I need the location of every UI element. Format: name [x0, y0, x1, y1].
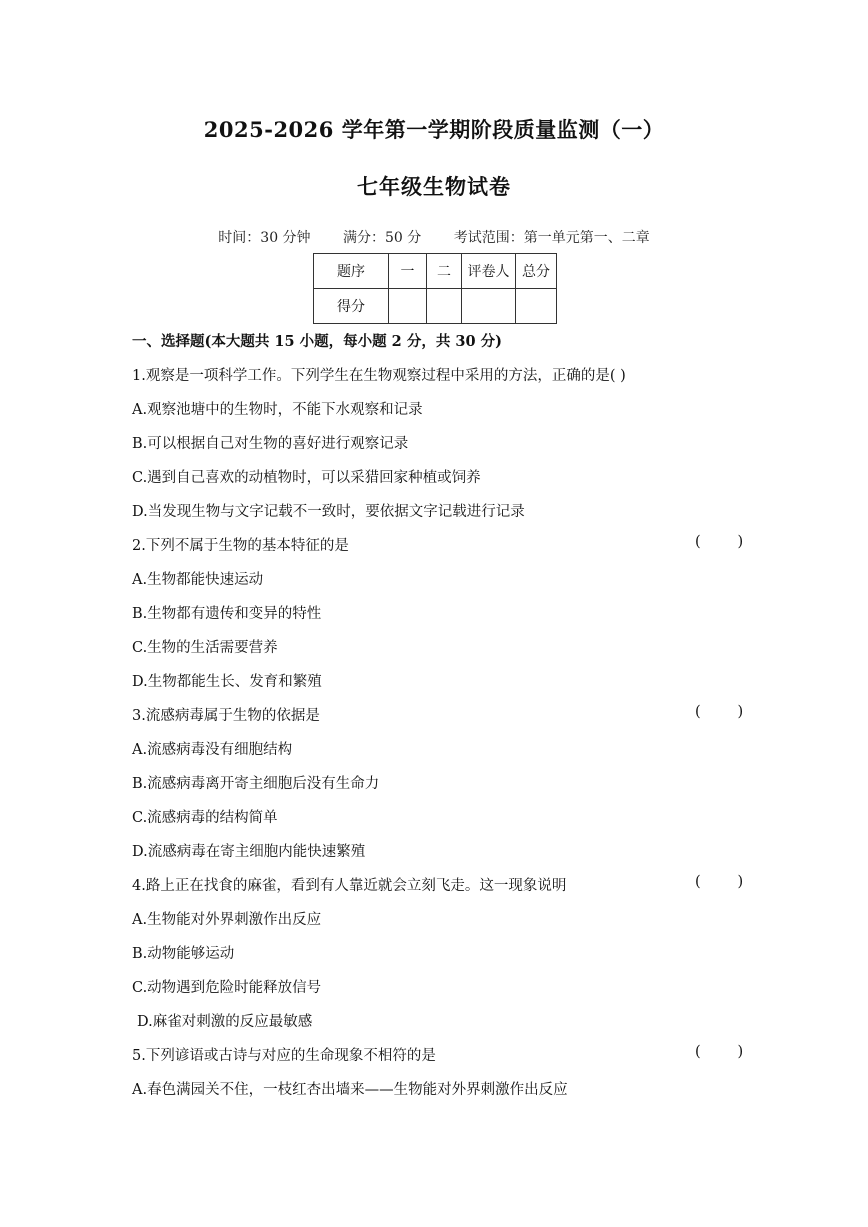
question-option: D.生物都能生长、发育和繁殖 — [132, 674, 322, 690]
exam-info — [0, 227, 868, 247]
question-stem: 4.路上正在找食的麻雀，看到有人靠近就会立刻飞走。这一现象说明 — [132, 878, 567, 894]
question-option: B.生物都有遗传和变异的特性 — [132, 606, 322, 622]
score-table-cell: 一 — [389, 254, 427, 289]
question-stem: 5.下列谚语或古诗与对应的生命现象不相符的是 — [132, 1048, 436, 1064]
question-option: A.生物都能快速运动 — [132, 572, 264, 588]
answer-paren: ( ) — [695, 704, 744, 720]
score-table — [313, 253, 557, 324]
question-option: D.当发现生物与文字记载不一致时，要依据文字记载进行记录 — [132, 504, 525, 520]
question-option: C.流感病毒的结构简单 — [132, 810, 278, 826]
answer-paren: ( ) — [695, 874, 744, 890]
question-option: D.流感病毒在寄主细胞内能快速繁殖 — [132, 844, 366, 860]
score-entry-cell[interactable] — [389, 289, 427, 324]
question-option: A.春色满园关不住，一枝红杏出墙来——生物能对外界刺激作出反应 — [132, 1082, 568, 1098]
question-stem: 1.观察是一项科学工作。下列学生在生物观察过程中采用的方法，正确的是( ) — [132, 368, 626, 384]
question-option: B.流感病毒离开寄主细胞后没有生命力 — [132, 776, 380, 792]
score-entry-cell[interactable] — [462, 289, 516, 324]
question-option: D.麻雀对刺激的反应最敏感 — [137, 1014, 313, 1030]
score-table-cell: 评卷人 — [462, 254, 516, 289]
exam-title: 2025-2026 学年第一学期阶段质量监测（一） — [203, 117, 665, 142]
score-entry-cell[interactable] — [427, 289, 462, 324]
exam-time: 时间：30 分钟 — [218, 230, 311, 246]
score-table-cell: 总分 — [516, 254, 557, 289]
question-option: A.观察池塘中的生物时，不能下水观察和记录 — [132, 402, 423, 418]
section-title: 一、选择题(本大题共 15 小题，每小题 2 分，共 30 分) — [132, 333, 502, 350]
score-table-cell: 得分 — [314, 289, 389, 324]
score-table-cell: 二 — [427, 254, 462, 289]
answer-paren: ( ) — [695, 1044, 744, 1060]
question-option: C.动物遇到危险时能释放信号 — [132, 980, 322, 996]
question-option: B.可以根据自己对生物的喜好进行观察记录 — [132, 436, 409, 452]
question-option: C.遇到自己喜欢的动植物时，可以采猎回家种植或饲养 — [132, 470, 481, 486]
exam-full-score: 满分：50 分 — [343, 230, 422, 246]
score-table-score-row — [314, 289, 557, 324]
question-stem: 2.下列不属于生物的基本特征的是 — [132, 538, 349, 554]
question-option: B.动物能够运动 — [132, 946, 235, 962]
question-option: C.生物的生活需要营养 — [132, 640, 278, 656]
question-stem: 3.流感病毒属于生物的依据是 — [132, 708, 320, 724]
score-table-cell: 题序 — [314, 254, 389, 289]
exam-scope: 考试范围：第一单元第一、二章 — [453, 230, 650, 246]
question-option: A.流感病毒没有细胞结构 — [132, 742, 293, 758]
score-table-header-row — [314, 254, 557, 289]
answer-paren: ( ) — [695, 534, 744, 550]
score-entry-cell[interactable] — [516, 289, 557, 324]
exam-subtitle: 七年级生物试卷 — [357, 174, 511, 199]
question-option: A.生物能对外界刺激作出反应 — [132, 912, 322, 928]
